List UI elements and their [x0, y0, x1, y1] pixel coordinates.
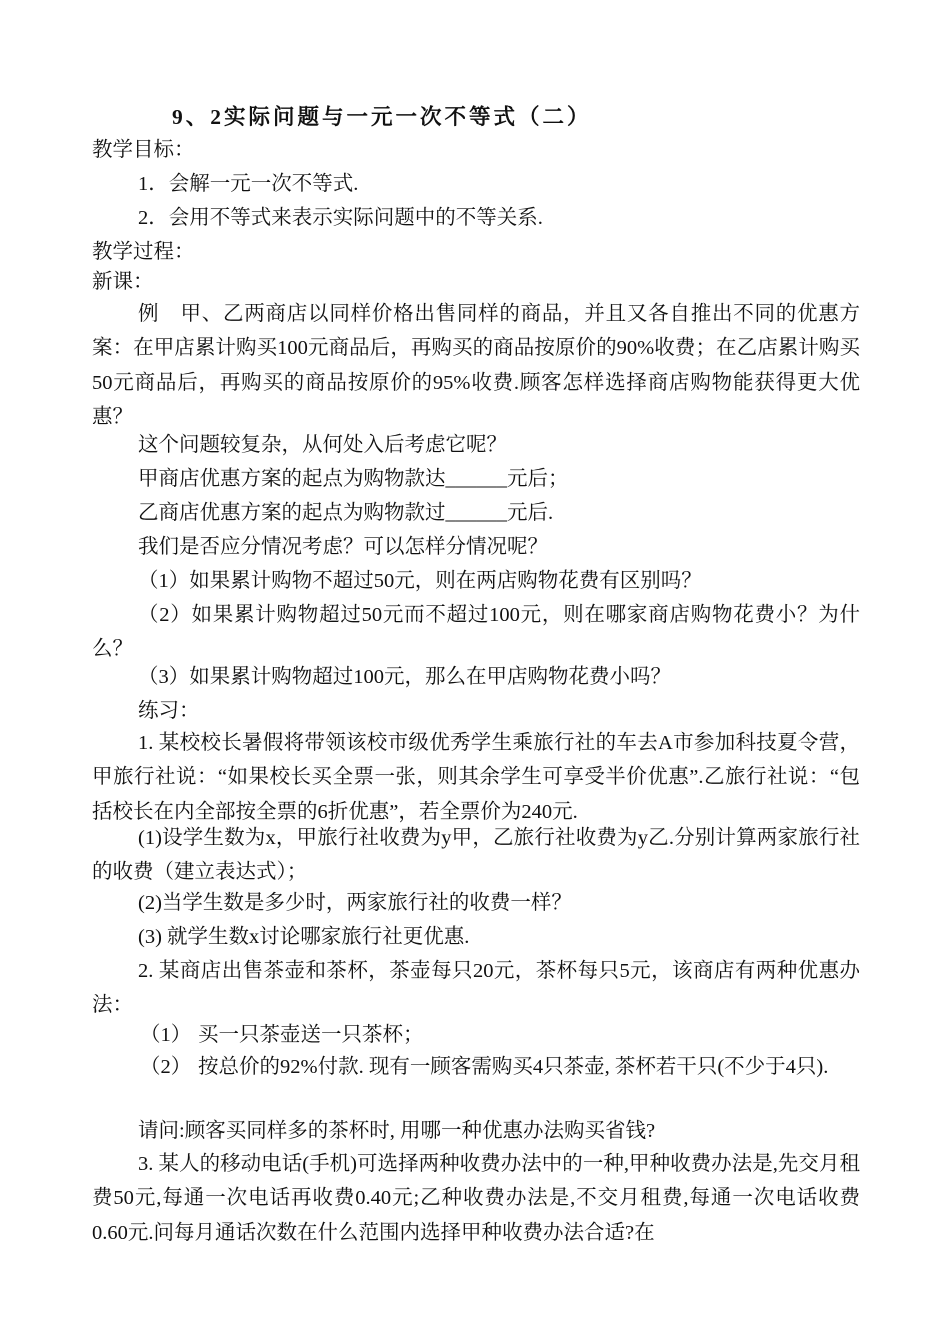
- question-line: （3）如果累计购物超过100元，那么在甲店购物花费小吗？: [138, 666, 671, 688]
- option-text: 按总价的92%付款. 现有一顾客需购买4只茶壶, 茶杯若干只(不少于4只).: [198, 1056, 829, 1078]
- exercise-1-text: 1. 某校校长暑假将带领该校市级优秀学生乘旅行社的车去A市参加科技夏令营，甲旅行社说：“如果校长买全票一张，则其余学生可享受半价优惠”.乙旅行社说：“包括校长在内全部按全票的6折优惠”，若全票价为240元.: [92, 732, 860, 823]
- exercise-2-option: [140, 1050, 862, 1084]
- exercise-1-part: (2)当学生数是多少时，两家旅行社的收费一样？: [138, 892, 572, 914]
- question-line: （1）如果累计购物不超过50元，则在两店购物花费有区别吗？: [138, 570, 702, 592]
- option-number: （1）: [140, 1024, 192, 1046]
- objectives-heading: 教学目标：: [92, 139, 195, 161]
- question-line: （2）如果累计购物超过50元而不超过100元，则在哪家商店购物花费小？为什么？: [92, 604, 860, 661]
- example-paragraph: 例 甲、乙两商店以同样价格出售同样的商品，并且又各自推出不同的优惠方案：在甲店累计购买100元商品后，再购买的商品按原价的90%收费；在乙店累计购买50元商品后，再购买的商品按原价的95%收费.顾客怎样选择商店购物能获得更大优惠？: [92, 303, 860, 428]
- process-heading: 教学过程：: [92, 241, 195, 263]
- question-line: 我们是否应分情况考虑？可以怎样分情况呢？: [138, 536, 548, 558]
- exercise-2-text: 2. 某商店出售茶壶和茶杯，茶壶每只20元，茶杯每只5元，该商店有两种优惠办法：: [92, 960, 860, 1017]
- exercise-2-option: [140, 1018, 862, 1052]
- question-line: 甲商店优惠方案的起点为购物款达______元后；: [138, 468, 569, 490]
- question-line: 这个问题较复杂，从何处入后考虑它呢？: [138, 434, 507, 456]
- question-line: 乙商店优惠方案的起点为购物款过______元后.: [138, 502, 554, 524]
- objective-item: 1．会解一元一次不等式.: [138, 173, 359, 195]
- document-title: 9、2实际问题与一元一次不等式（二）: [172, 105, 592, 129]
- exercise-1-part: (1)设学生数为x，甲旅行社收费为y甲，乙旅行社收费为y乙.分别计算两家旅行社的收费（建立表达式）；: [92, 827, 860, 884]
- option-text: 买一只茶壶送一只茶杯；: [198, 1024, 424, 1046]
- exercise-3-text: 3. 某人的移动电话(手机)可选择两种收费办法中的一种,甲种收费办法是,先交月租费50元,每通一次电话再收费0.40元;乙种收费办法是,不交月租费,每通一次电话收费0.60元.问每月通话次数在什么范围内选择甲种收费办法合适?在: [92, 1153, 860, 1244]
- exercise-1-part: (3) 就学生数x讨论哪家旅行社更优惠.: [138, 926, 470, 948]
- practice-heading: 练习：: [138, 700, 200, 722]
- new-lesson-heading: 新课：: [92, 271, 154, 293]
- exercise-2-question: 请问:顾客买同样多的茶杯时, 用哪一种优惠办法购买省钱?: [138, 1120, 656, 1142]
- objective-item: 2．会用不等式来表示实际问题中的不等关系.: [138, 207, 543, 229]
- option-number: （2）: [140, 1056, 192, 1078]
